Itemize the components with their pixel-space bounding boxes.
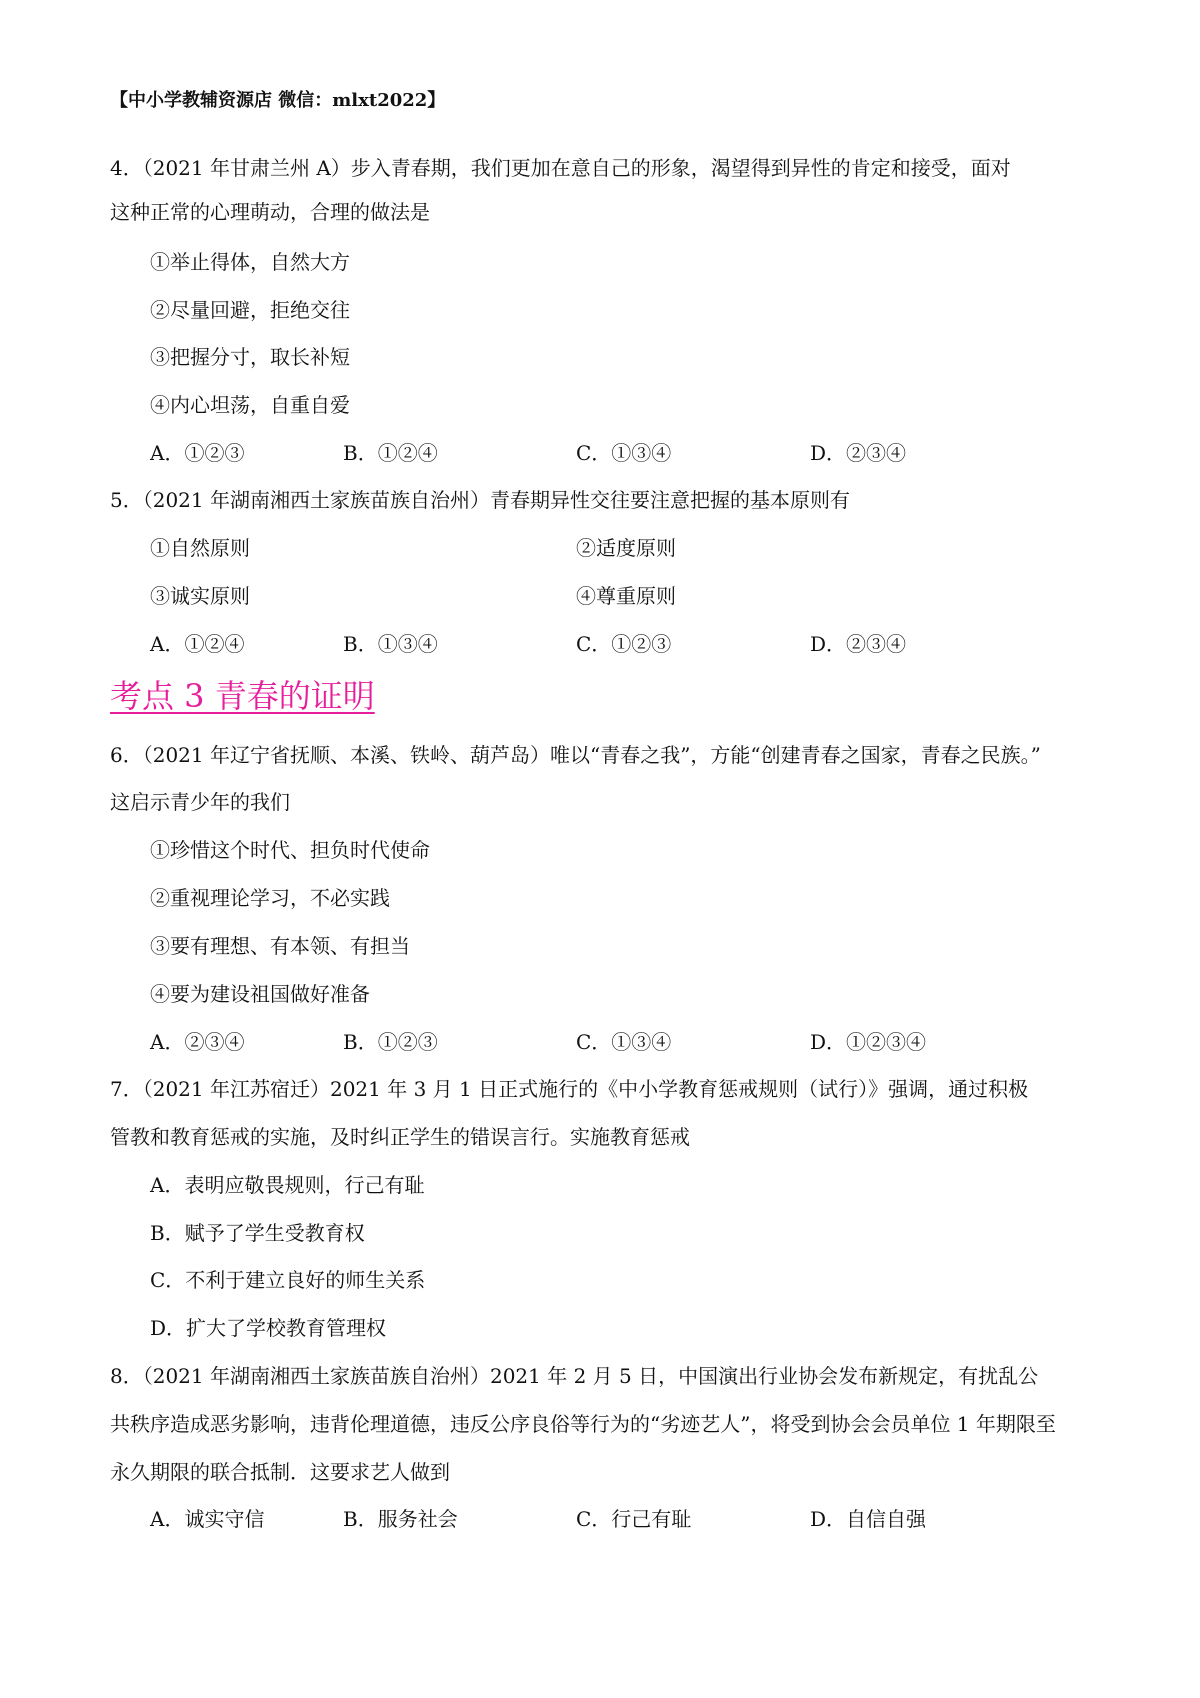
q8-stem-line2: 共秩序造成恶劣影响，违背伦理道德，违反公序良俗等行为的“劣迹艺人”，将受到协会会员单位 1 年期限至 bbox=[110, 1412, 1056, 1436]
q7-stem-line1: 7．（2021 年江苏宿迁）2021 年 3 月 1 日正式施行的《中小学教育惩戒规则（试行）》强调，通过积极 bbox=[110, 1077, 1029, 1101]
q8-stem-line3: 永久期限的联合抵制．这要求艺人做到 bbox=[110, 1460, 450, 1484]
q4-item-4: ④内心坦荡，自重自爱 bbox=[150, 393, 350, 417]
q8-options bbox=[150, 1505, 1050, 1533]
q6-item-4: ④要为建设祖国做好准备 bbox=[150, 982, 370, 1006]
q7-stem-line2: 管教和教育惩戒的实施，及时纠正学生的错误言行。实施教育惩戒 bbox=[110, 1125, 690, 1149]
q6-option-d: D．①②③④ bbox=[810, 1030, 927, 1054]
q8-option-b: B．服务社会 bbox=[343, 1507, 458, 1531]
q6-item-3: ③要有理想、有本领、有担当 bbox=[150, 934, 410, 958]
q5-option-d: D．②③④ bbox=[810, 632, 907, 656]
q4-option-a: A．①②③ bbox=[150, 441, 245, 465]
q5-option-a: A．①②④ bbox=[150, 632, 245, 656]
q5-item-3: ③诚实原则 bbox=[150, 584, 250, 608]
q5-item-1: ①自然原则 bbox=[150, 536, 250, 560]
q5-items-row1 bbox=[150, 534, 1050, 562]
page-header: 【中小学教辅资源店 微信：mlxt2022】 bbox=[110, 90, 446, 111]
q8-option-c: C．行己有耻 bbox=[576, 1507, 692, 1531]
q6-options bbox=[150, 1028, 1050, 1056]
q6-option-b: B．①②③ bbox=[343, 1030, 438, 1054]
q6-stem-line2: 这启示青少年的我们 bbox=[110, 790, 290, 814]
q5-item-2: ②适度原则 bbox=[576, 536, 676, 560]
q5-options bbox=[150, 630, 1050, 658]
q7-option-b: B．赋予了学生受教育权 bbox=[150, 1221, 365, 1245]
q7-option-a: A．表明应敬畏规则，行己有耻 bbox=[150, 1173, 425, 1197]
q8-option-d: D．自信自强 bbox=[810, 1507, 927, 1531]
q5-item-4: ④尊重原则 bbox=[576, 584, 676, 608]
q4-option-d: D．②③④ bbox=[810, 441, 907, 465]
q4-stem-line1: 4．（2021 年甘肃兰州 A）步入青春期，我们更加在意自己的形象，渴望得到异性的肯定和接受，面对 bbox=[110, 156, 1011, 180]
q7-option-d: D．扩大了学校教育管理权 bbox=[150, 1316, 387, 1340]
q5-option-c: C．①②③ bbox=[576, 632, 672, 656]
q5-stem-line1: 5．（2021 年湖南湘西土家族苗族自治州）青春期异性交往要注意把握的基本原则有 bbox=[110, 488, 850, 512]
q8-stem-line1: 8．（2021 年湖南湘西土家族苗族自治州）2021 年 2 月 5 日，中国演出行业协会发布新规定，有扰乱公 bbox=[110, 1364, 1039, 1388]
q5-option-b: B．①③④ bbox=[343, 632, 438, 656]
q6-option-a: A．②③④ bbox=[150, 1030, 245, 1054]
section-title: 考点 3 青春的证明 bbox=[110, 677, 375, 715]
q4-item-1: ①举止得体，自然大方 bbox=[150, 250, 350, 274]
q6-option-c: C．①③④ bbox=[576, 1030, 672, 1054]
q6-stem-line1: 6．（2021 年辽宁省抚顺、本溪、铁岭、葫芦岛）唯以“青春之我”，方能“创建青春之国家，青春之民族。” bbox=[110, 743, 1041, 767]
q4-option-b: B．①②④ bbox=[343, 441, 438, 465]
q4-item-2: ②尽量回避，拒绝交往 bbox=[150, 298, 350, 322]
q4-item-3: ③把握分寸，取长补短 bbox=[150, 345, 350, 369]
q6-item-2: ②重视理论学习，不必实践 bbox=[150, 886, 390, 910]
q7-option-c: C．不利于建立良好的师生关系 bbox=[150, 1268, 426, 1292]
q8-option-a: A．诚实守信 bbox=[150, 1507, 265, 1531]
q4-options bbox=[150, 439, 1050, 467]
q4-option-c: C．①③④ bbox=[576, 441, 672, 465]
q4-stem-line2: 这种正常的心理萌动，合理的做法是 bbox=[110, 200, 430, 224]
q5-items-row2 bbox=[150, 582, 1050, 610]
q6-item-1: ①珍惜这个时代、担负时代使命 bbox=[150, 838, 430, 862]
